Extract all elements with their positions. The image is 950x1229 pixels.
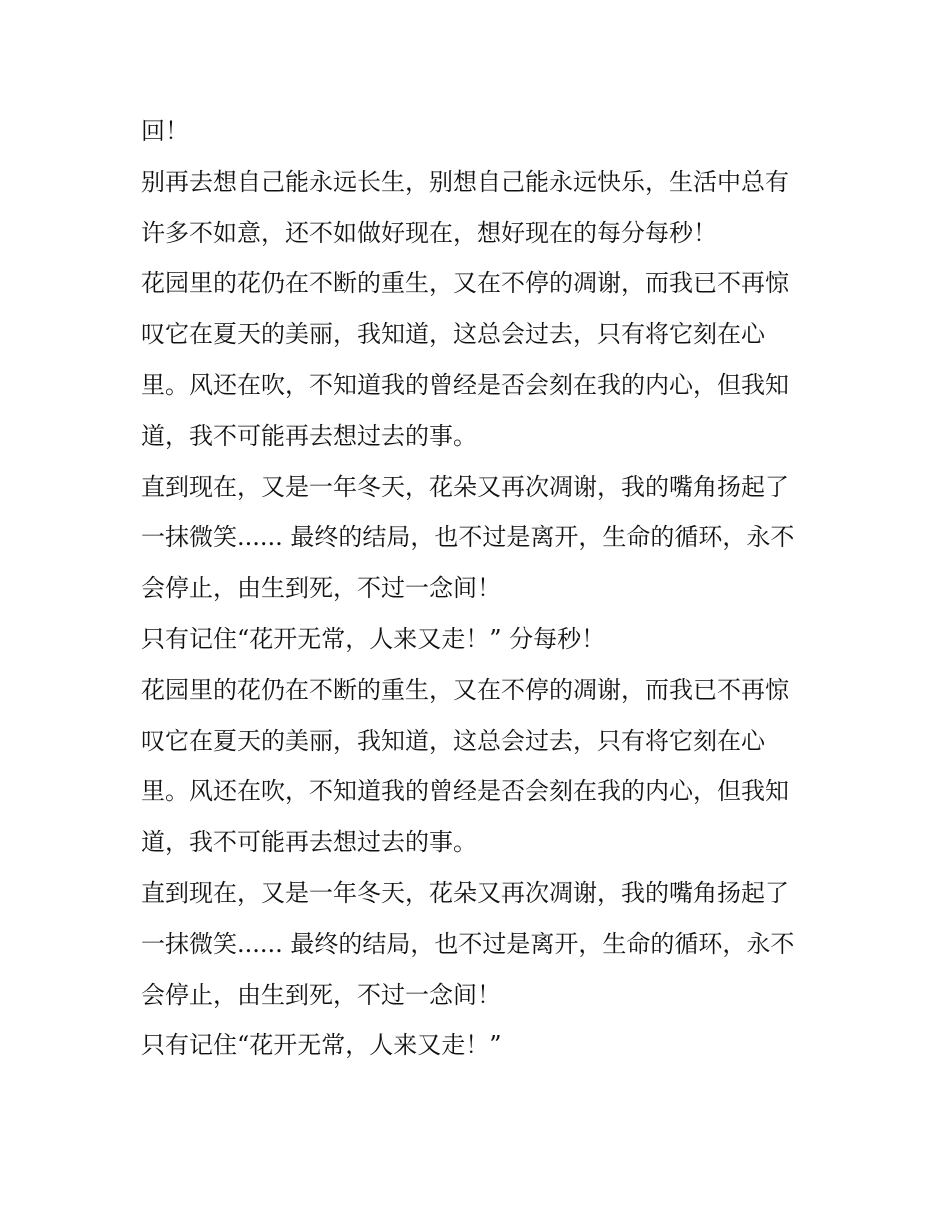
text-line: 叹它在夏天的美丽，我知道，这总会过去，只有将它刻在心 (141, 320, 765, 349)
text-line: 直到现在，又是一年冬天，花朵又再次凋谢，我的嘴角扬起了 (141, 472, 789, 501)
text-line: 会停止，由生到死，不过一念间！ (141, 574, 501, 603)
document-body (141, 106, 821, 1071)
text-line: 只有记住“花开无常，人来又走！” (141, 1031, 502, 1060)
text-line: 会停止，由生到死，不过一念间！ (141, 980, 501, 1009)
text-line: 别再去想自己能永远长生，别想自己能永远快乐，生活中总有 (141, 167, 789, 196)
text-line: 道，我不可能再去想过去的事。 (141, 421, 477, 450)
text-line: 一抹微笑...... 最终的结局，也不过是离开，生命的循环，永不 (141, 929, 795, 958)
text-line: 一抹微笑...... 最终的结局，也不过是离开，生命的循环，永不 (141, 523, 795, 552)
text-line: 花园里的花仍在不断的重生，又在不停的凋谢，而我已不再惊 (141, 675, 789, 704)
text-line: 许多不如意，还不如做好现在，想好现在的每分每秒！ (141, 218, 717, 247)
text-line: 道，我不可能再去想过去的事。 (141, 828, 477, 857)
text-line: 只有记住“花开无常，人来又走！” 分每秒！ (141, 624, 606, 653)
text-line: 回！ (141, 117, 189, 145)
text-line: 里。风还在吹，不知道我的曾经是否会刻在我的内心，但我知 (141, 777, 789, 806)
text-line: 叹它在夏天的美丽，我知道，这总会过去，只有将它刻在心 (141, 726, 765, 755)
text-line: 花园里的花仍在不断的重生，又在不停的凋谢，而我已不再惊 (141, 269, 789, 298)
text-line: 里。风还在吹，不知道我的曾经是否会刻在我的内心，但我知 (141, 370, 789, 399)
text-line: 直到现在，又是一年冬天，花朵又再次凋谢，我的嘴角扬起了 (141, 878, 789, 907)
